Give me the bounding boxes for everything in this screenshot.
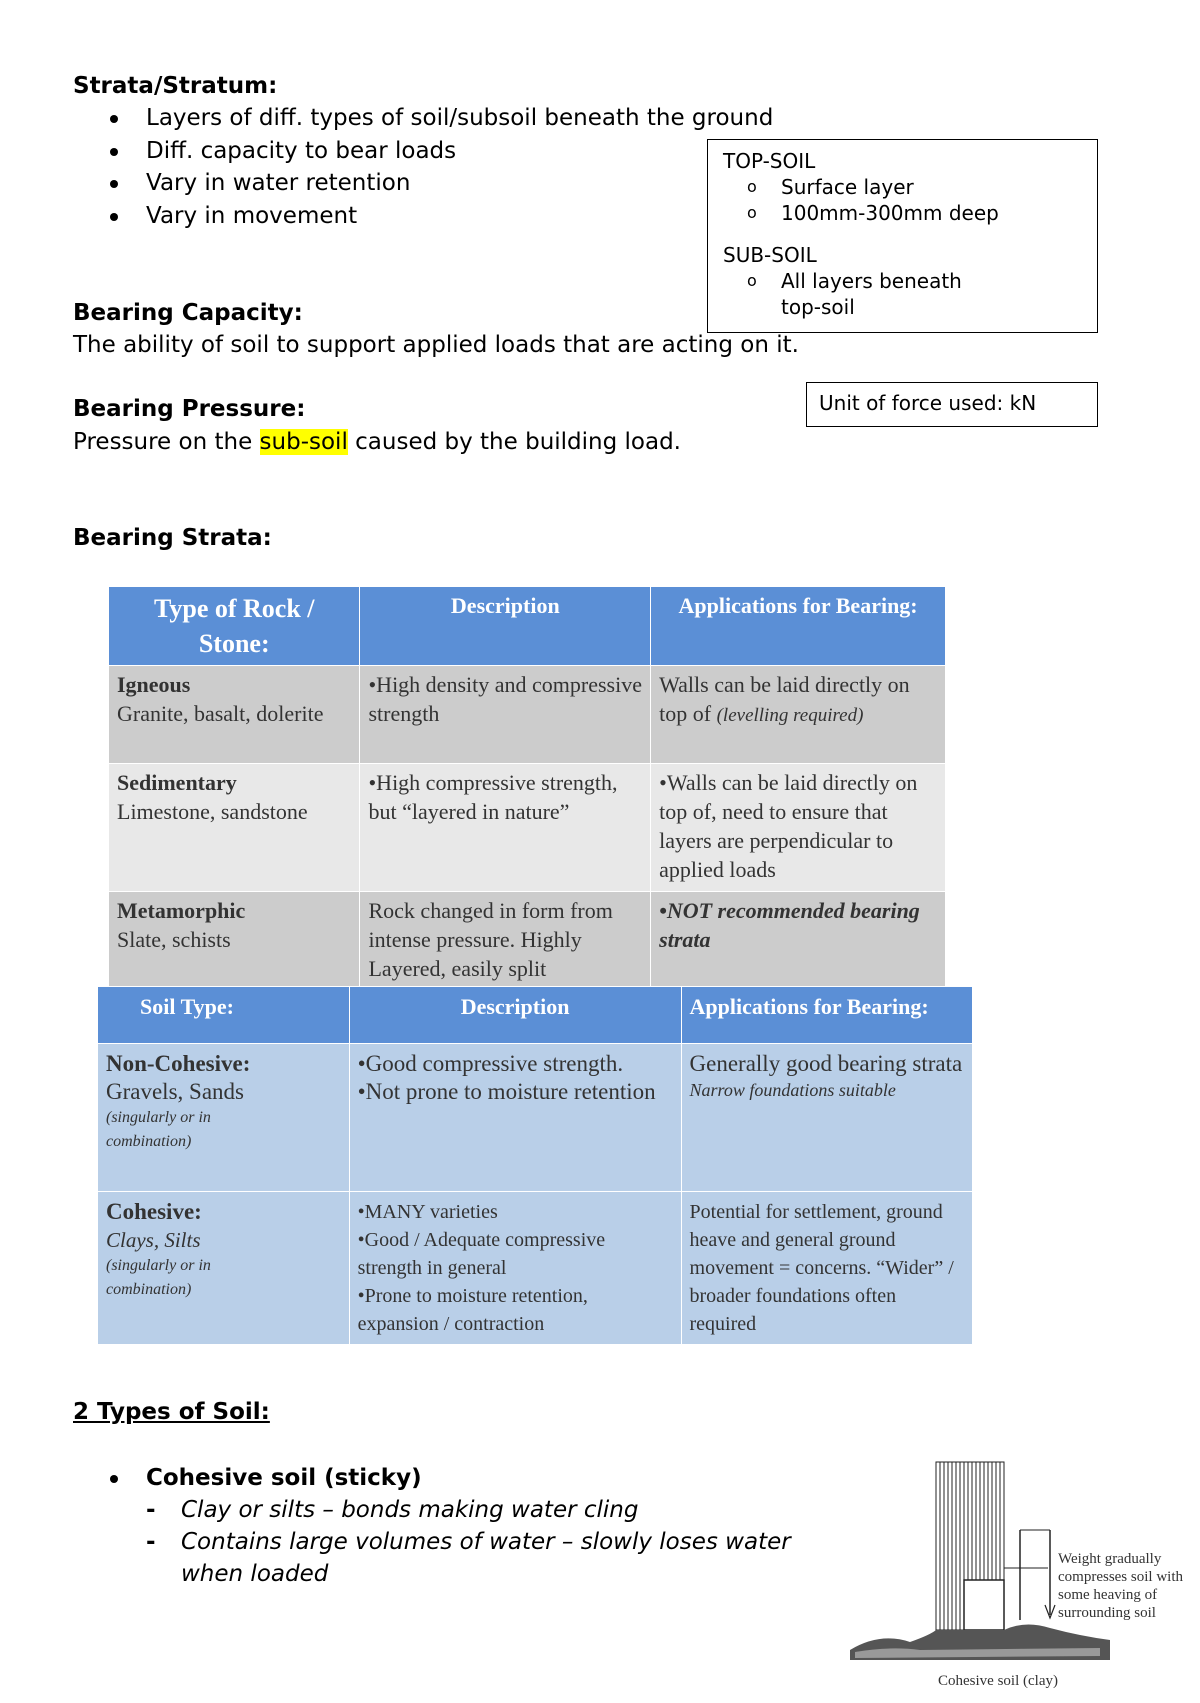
bearing-capacity-heading: Bearing Capacity: <box>73 300 303 326</box>
rock-description: •High density and compressive strength <box>360 666 651 764</box>
soil-description-line: •Prone to moisture retention, expansion / contraction <box>357 1285 588 1335</box>
rock-table-header-row <box>109 587 946 666</box>
table-row <box>98 1192 973 1345</box>
soil-type-name: Cohesive: <box>106 1199 202 1224</box>
soil-note: (singularly or in combination) <box>106 1257 211 1298</box>
rock-application: •Walls can be laid directly on top of, need to ensure that layers are perpendicular to applied loads <box>651 764 946 892</box>
soil-type-name: Non-Cohesive: <box>106 1051 251 1076</box>
soil-type-cell <box>98 1044 350 1192</box>
subsoil-item: o All layers beneath top-soil <box>707 268 993 320</box>
strata-bullet: Layers of diff. types of soil/subsoil beneath the ground <box>73 102 833 135</box>
soil-description-line: •Good compressive strength. <box>357 1051 624 1076</box>
soil-description-cell <box>349 1192 681 1345</box>
cohesive-soil-bullet: Cohesive soil (sticky) <box>73 1462 833 1495</box>
rock-header-description: Description <box>360 587 651 666</box>
bearing-pressure-text-start: Pressure on the <box>73 429 260 455</box>
rock-type-name: Igneous <box>117 672 191 697</box>
rock-examples: Slate, schists <box>117 927 231 952</box>
subsoil-list <box>707 268 993 320</box>
unit-of-force-box <box>806 382 1098 427</box>
rock-header-type: Type of Rock / Stone: <box>109 587 360 666</box>
rock-description: •High compressive strength, but “layered in nature” <box>360 764 651 892</box>
soil-table <box>97 986 973 1345</box>
bearing-strata-heading: Bearing Strata: <box>73 525 272 551</box>
soil-header-type: Soil Type: <box>98 987 350 1044</box>
rock-table <box>108 586 946 988</box>
cohesive-soil-sub-item: - Contains large volumes of water – slowly loses water when loaded <box>73 1526 843 1590</box>
strata-heading: Strata/Stratum: <box>73 73 278 99</box>
bearing-pressure-text <box>73 426 681 458</box>
soil-examples: Gravels, Sands <box>106 1079 244 1104</box>
table-row <box>109 666 946 764</box>
subsoil-title: SUB-SOIL <box>723 243 817 267</box>
rock-examples: Granite, basalt, dolerite <box>117 701 324 726</box>
unit-of-force-text: Unit of force used: kN <box>819 391 1037 415</box>
rock-application-note: (levelling required) <box>716 705 864 726</box>
topsoil-title: TOP-SOIL <box>723 149 816 173</box>
cohesive-soil-sub-list <box>73 1494 843 1590</box>
topsoil-subsoil-box <box>707 139 1098 333</box>
soil-header-description: Description <box>349 987 681 1044</box>
soil-note: (singularly or in combination) <box>106 1109 211 1150</box>
soil-application-note: Narrow foundations suitable <box>689 1080 896 1100</box>
rock-type-name: Metamorphic <box>117 898 246 923</box>
rock-application: Walls can be laid directly on top of <box>659 672 910 726</box>
bearing-pressure-text-end: caused by the building load. <box>347 429 681 455</box>
rock-examples: Limestone, sandstone <box>117 799 308 824</box>
soil-table-header-row <box>98 987 973 1044</box>
soil-type-cell <box>98 1192 350 1345</box>
rock-type-cell <box>109 892 360 988</box>
figure-caption: Cohesive soil (clay) <box>938 1673 1058 1689</box>
rock-application: •NOT recommended bearing strata <box>651 892 946 988</box>
soil-application-cell <box>681 1044 972 1192</box>
types-of-soil-heading: 2 Types of Soil: <box>73 1399 270 1425</box>
rock-type-cell <box>109 666 360 764</box>
highlighted-sub-soil: sub-soil <box>259 429 348 455</box>
rock-header-applications: Applications for Bearing: <box>651 587 946 666</box>
soil-header-applications: Applications for Bearing: <box>681 987 972 1044</box>
topsoil-item: o 100mm-300mm deep <box>707 200 1097 226</box>
soil-application: Potential for settlement, ground heave and general ground movement = concerns. “Wider” / broader foundations often required <box>681 1192 972 1345</box>
soil-examples: Clays, Silts <box>106 1228 201 1252</box>
strata-bullet: Vary in water retention <box>73 167 833 200</box>
figure-annotation: Weight gradually compresses soil with some heaving of surrounding soil <box>1058 1551 1183 1621</box>
table-row <box>98 1044 973 1192</box>
bearing-capacity-text: The ability of soil to support applied loads that are acting on it. <box>73 332 799 358</box>
table-row <box>109 764 946 892</box>
rock-description: Rock changed in form from intense pressure. Highly Layered, easily split <box>360 892 651 988</box>
cohesive-soil-sub-item: - Clay or silts – bonds making water cling <box>73 1494 843 1526</box>
rock-type-cell <box>109 764 360 892</box>
rock-application-cell <box>651 666 946 764</box>
topsoil-item: o Surface layer <box>707 174 1097 200</box>
rock-type-name: Sedimentary <box>117 770 237 795</box>
soil-description-line: •MANY varieties <box>357 1201 498 1223</box>
soil-description-cell <box>349 1044 681 1192</box>
topsoil-list <box>707 174 1097 226</box>
strata-bullet: Vary in movement <box>73 200 833 233</box>
bearing-pressure-heading: Bearing Pressure: <box>73 396 306 422</box>
cohesive-soil-figure <box>850 1460 1200 1698</box>
strata-bullet: Diff. capacity to bear loads <box>73 135 833 168</box>
soil-description-line: •Good / Adequate compressive strength in general <box>357 1229 606 1279</box>
table-row <box>109 892 946 988</box>
soil-description-line: •Not prone to moisture retention <box>357 1079 656 1104</box>
types-of-soil-list <box>73 1462 833 1495</box>
soil-application: Generally good bearing strata <box>689 1051 963 1076</box>
